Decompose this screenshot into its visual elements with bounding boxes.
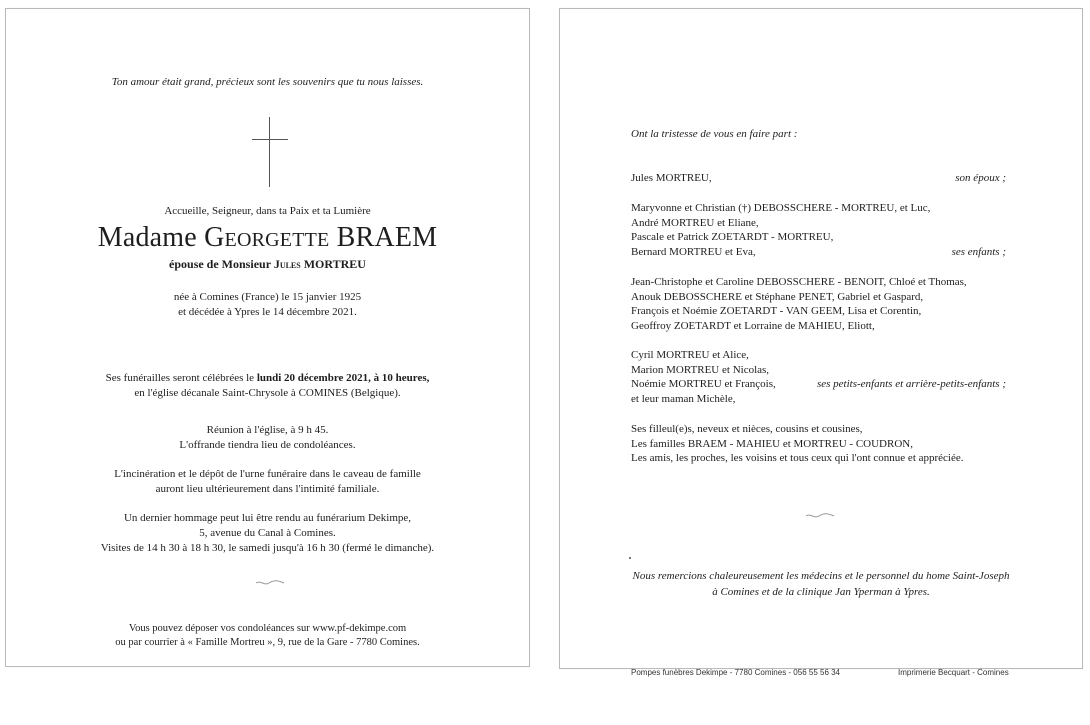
funeral-date-line [6,371,529,386]
family-line: Pascale et Patrick ZOETARDT - MORTREU, [631,231,834,244]
family-line: Bernard MORTREU et Eva, [631,246,756,259]
family-line: André MORTREU et Eliane, [631,216,759,229]
thanks-block [560,569,1082,600]
left-page [5,8,530,667]
contact-mail: ou par courrier à « Famille Mortreu », 9, rue de la Gare - 7780 Comines. [115,637,420,648]
family-line: François et Noémie ZOETARDT - VAN GEEM, Lisa et Corentin, [631,305,922,318]
deceased-name [6,221,529,255]
family-line: Les amis, les proches, les voisins et tous ceux qui l'ont connue et appréciée. [631,452,964,465]
cross-icon [252,117,288,187]
prayer-line: Accueille, Seigneur, dans ta Paix et ta Lumière [164,205,371,217]
family-line: Noémie MORTREU et François, [631,378,776,391]
reunion-block [6,423,529,453]
funeral-block [6,371,529,401]
family-line: Marion MORTREU et Nicolas, [631,363,770,376]
cremation-line-1: L'incinération et le dépôt de l'urne funéraire dans le caveau de famille [114,468,421,480]
right-page [559,8,1083,669]
homage-block [6,511,529,556]
death-line: et décédée à Ypres le 14 décembre 2021. [178,306,357,318]
birth-line: née à Comines (France) le 15 janvier 1925 [173,291,362,303]
contact-web: Vous pouvez déposer vos condoléances sur www.pf-dekimpe.com [128,623,407,634]
family-line: Cyril MORTREU et Alice, [631,349,749,361]
family-role: son époux ; [955,172,1006,184]
epitaph-quote: Ton amour était grand, précieux sont les souvenirs que tu nous laisses. [111,76,424,88]
cremation-line-2: auront lieu ultérieurement dans l'intimité familiale. [155,483,380,495]
printer-credit: Imprimerie Becquart - Comines [898,668,1009,677]
family-line: Jean-Christophe et Caroline DEBOSSCHERE - BENOIT, Chloé et Thomas, [631,276,967,288]
birth-death-block [6,290,529,320]
funeral-intro: Ses funérailles seront célébrées le [105,372,257,384]
cremation-block [6,467,529,497]
offering-note: L'offrande tiendra lieu de condoléances. [179,439,356,451]
family-line: et leur maman Michèle, [631,393,736,406]
ornament-icon [805,512,835,520]
spouse-line [6,257,529,272]
ornament-icon [255,579,285,587]
family-role: ses petits-enfants et arrière-petits-enfants ; [816,378,1006,391]
announcement-intro: Ont la tristesse de vous en faire part : [631,128,798,140]
family-line: Anouk DEBOSSCHERE et Stéphane PENET, Gabriel et Gaspard, [631,290,924,303]
homage-address: 5, avenue du Canal à Comines. [199,527,336,539]
visiting-hours: Visites de 14 h 30 à 18 h 30, le samedi jusqu'à 16 h 30 (fermé le dimanche). [100,542,435,554]
name-last: BRAEM [336,222,438,253]
family-role: ses enfants ; [951,246,1006,259]
reunion-time: Réunion à l'église, à 9 h 45. [206,424,329,436]
condolence-contact [6,622,529,650]
dot-mark [629,557,631,559]
spouse-first: Jules [273,257,301,271]
family-line: Jules MORTREU, [631,172,712,184]
name-first: Georgette [204,222,330,253]
funeral-place: en l'église décanale Saint-Chrysole à COMINES (Belgique). [134,387,401,399]
spouse-last: MORTREU [303,257,366,271]
family-line: Geoffroy ZOETARDT et Lorraine de MAHIEU, Eliott, [631,320,875,333]
family-line: Maryvonne et Christian (†) DEBOSSCHERE - MORTREU, et Luc, [631,202,931,214]
funeral-date: lundi 20 décembre 2021, à 10 heures, [256,372,430,384]
thanks-line-1: Nous remercions chaleureusement les médecins et le personnel du home Saint-Joseph [632,570,1010,582]
funeral-home-credit: Pompes funèbres Dekimpe - 7780 Comines - 056 55 56 34 [631,668,841,677]
spouse-prefix: épouse de Monsieur [169,257,271,271]
name-prefix: Madame [97,222,197,253]
thanks-line-2: à Comines et de la clinique Jan Yperman à Ypres. [712,585,930,598]
family-line: Les familles BRAEM - MAHIEU et MORTREU - COUDRON, [631,437,913,450]
family-line: Ses filleul(e)s, neveux et nièces, cousins et cousines, [631,423,863,435]
homage-line-1: Un dernier hommage peut lui être rendu au funérarium Dekimpe, [123,512,412,524]
